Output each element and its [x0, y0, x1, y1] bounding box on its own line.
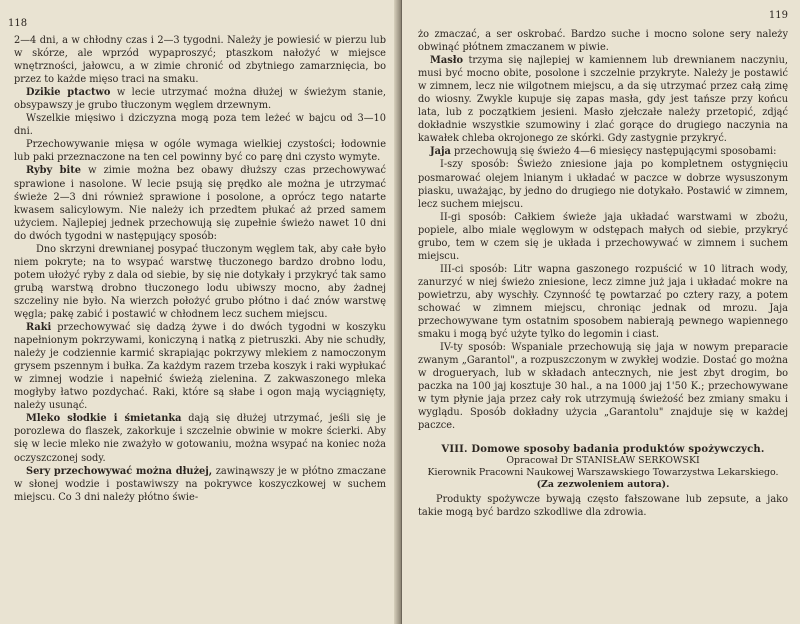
term-dzikie-ptactwo: Dzikie ptactwo	[26, 87, 111, 99]
section-heading: VIII. Domowe sposoby badania produktów spożywczych.	[441, 444, 765, 456]
right-page	[402, 0, 800, 624]
paragraph: Mleko słodkie i śmietanka dają się dłużej utrzymać, jeśli się je porozlewa do flaszek, zakorkuje i szczelnie obwinie w mokre ścierki. Aby się w lecie mleko nie zważyło w gotowaniu, można wsypać na koniec noża oczyszczonej sody.	[14, 413, 386, 464]
paragraph: III-ci sposób: Litr wapna gaszonego rozpuścić w 10 litrach wody, zanurzyć w niej świeżo zniesione, lecz zimne już jaja i układać mokre na powietrzu, aby wyschły. Czynność tę powtarzać po cztery razy, a potem schować w zimnem miejscu, chroniąc jednak od mrozu. Jaja przechowywane tym ostatnim sposobem nabierają pewnego wapiennego smaku i mogą być użyte tylko do legomin i ciast.	[418, 263, 788, 341]
left-page-text	[14, 34, 386, 504]
paragraph: Dno skrzyni drewnianej posypać tłuczonym węglem tak, aby całe było niem pokryte; na to wsypać warstwę tłuczonego bardzo drobno lodu, potem ułożyć ryby z dala od siebie, by się nie dotykały i przykryć tak samo grubą warstwą drobno tłuczonego lodu ubiwszy mocno, aby żadnej szczeliny nie było. Na wierzch położyć grubo płótno i dać znów warstwę węgla; pakę zabić i postawić w chłodnem lecz suchem miejscu.	[14, 243, 386, 320]
term-jaja: Jaja	[430, 146, 451, 158]
page-number-left: 118	[8, 18, 28, 29]
paragraph: Raki przechowywać się dadzą żywe i do dwóch tygodni w koszyku napełnionym pokrzywami, koniczyną i natką z pietruszki. Aby nie schudły, należy je codziennie karmić skrapiając pokrzywy mlekiem z namoczonym grysem pszennym i bułka. Za każdym razem trzeba koszyk i raki wypłukać w zimnej wodzie i napełnić świeżą zielenina. Z zakwaszonego mleka mogłyby łatwo pozdychać. Raki, które są słabe i ogon mają wyciągnięty, należy usunąć.	[14, 322, 386, 412]
term-raki: Raki	[26, 322, 52, 334]
page-number-right: 119	[768, 10, 788, 21]
term-ryby-bite: Ryby bite	[26, 165, 81, 177]
paragraph: I-szy sposób: Świeżo zniesione jaja po kompletnem ostygnięciu posmarować olejem lnianym i układać w paczce w dobrze wysuszonym piasku, uważając, by jedno do drugiego nie dotykało. Postawić w zimnem, lecz suchem miejscu.	[418, 159, 788, 210]
right-page-text	[418, 28, 788, 432]
paragraph: Jaja przechowują się świeżo 4—6 miesięcy następującymi sposobami:	[430, 146, 777, 158]
term-sery: Sery przechowywać można dłużej,	[26, 465, 213, 477]
paragraph: Dzikie ptactwo w lecie utrzymać można dłużej w świeżym stanie, obsypawszy je grubo tłuczonym węglem drzewnym.	[14, 87, 386, 112]
paragraph: IV-ty sposób: Wspaniale przechowują się jaja w nowym preparacie zwanym „Garantol", a rozpuszczonym w zwykłej wodzie. Dostać go można w drogueryach, lub w składach antecznych, nie jest zbyt drogim, bo paczka na 100 jaj kosztuje 30 hal., a na 1000 jaj 1'50 K.; przechowywane w tym płynie jaja przez cały rok utrzymują świeżość bez zmiany smaku i wyglądu. Sposób dokładny użycia „Garantolu" znajduje się w każdej paczce.	[418, 342, 788, 432]
term-maslo: Masło	[430, 55, 464, 67]
paragraph: Wszelkie mięsiwo i dziczyzna mogą poza tem leżeć w bajcu od 3—10 dni.	[14, 113, 386, 138]
paragraph: Ryby bite w zimie można bez obawy dłuższy czas przechowywać sprawione i nasolone. W lecie psują się prędko ale można je utrzymać świeże 2—3 dni również sprawione i posolone, a oprócz tego natarte kwasem salicylowym. Nie należy ich przedtem płukać aż przed samem użyciem. Najlepiej jednek przechowują się zupełnie świeżo nawet 10 dni do dwóch tygodni w następujący sposób:	[14, 165, 386, 242]
paragraph: Produkty spożywcze bywają często fałszowane lub zepsute, a jako takie mogą być bardzo szkodliwe dla zdrowia.	[418, 494, 788, 519]
paragraph: Przechowywanie mięsa w ogóle wymaga wielkiej czystości; łodownie lub paki przeznaczone na ten cel powinny być co parę dni czysto wymyte.	[14, 139, 386, 164]
paragraph: II-gi sposób: Całkiem świeże jaja układać warstwami w zbożu, popiele, albo miale węglowym w odstępach małych od siebie, przykryć grubo, tem w czem się je układa i przechowywać w zimnem i suchem miejscu.	[418, 211, 788, 262]
author-affiliation: Kierownik Pracowni Naukowej Warszawskiego Towarzystwa Lekarskiego.	[427, 467, 779, 479]
paragraph: 2—4 dni, a w chłodny czas i 2—3 tygodni. Należy je powiesić w pierzu lub w skórze, ale wprzód wypaproszyć; ptaszkom nałożyć w miejsce wnętrzności, jałowcu, a w zimie chronić od zbytniego zamarznięcia, bo przez to każde mięso traci na smaku.	[14, 35, 386, 86]
paragraph: żo zmaczać, a ser oskrobać. Bardzo suche i mocno solone sery należy obwinąć płótnem zmaczanem w piwie.	[418, 29, 788, 54]
permission-note: (Za zezwoleniem autora).	[536, 479, 670, 491]
paragraph: Sery przechowywać można dłużej, zawinąwszy je w płótno zmaczane w słonej wodzie i postawiwszy na pokrywce koszyczkowej w suchem miejscu. Co 3 dni należy płótno świe-	[14, 465, 386, 503]
paragraph: Masło trzyma się najlepiej w kamiennem lub drewnianem naczyniu, musi być mocno obite, posolone i szczelnie przykryte. Należy je postawić w zimnem, lecz nie wilgotnem miejscu, a da się utrzymać przez całą zimę do wiosny. Zwykle kupuje się zapas masła, gdy jest tańsze przy końcu lata, lub z początkiem jesieni. Masło zjełczałe należy przetopić, zdjąć dokładnie wszystkie szumowiny i zlać gorące do drugiego naczynia na kawałek chleba okrojonego ze skórki. Gdy zastygnie przykryć.	[418, 55, 788, 145]
author-byline: Opracował Dr STANISŁAW SERKOWSKI	[506, 455, 700, 467]
term-mleko: Mleko słodkie i śmietanka	[26, 413, 182, 425]
